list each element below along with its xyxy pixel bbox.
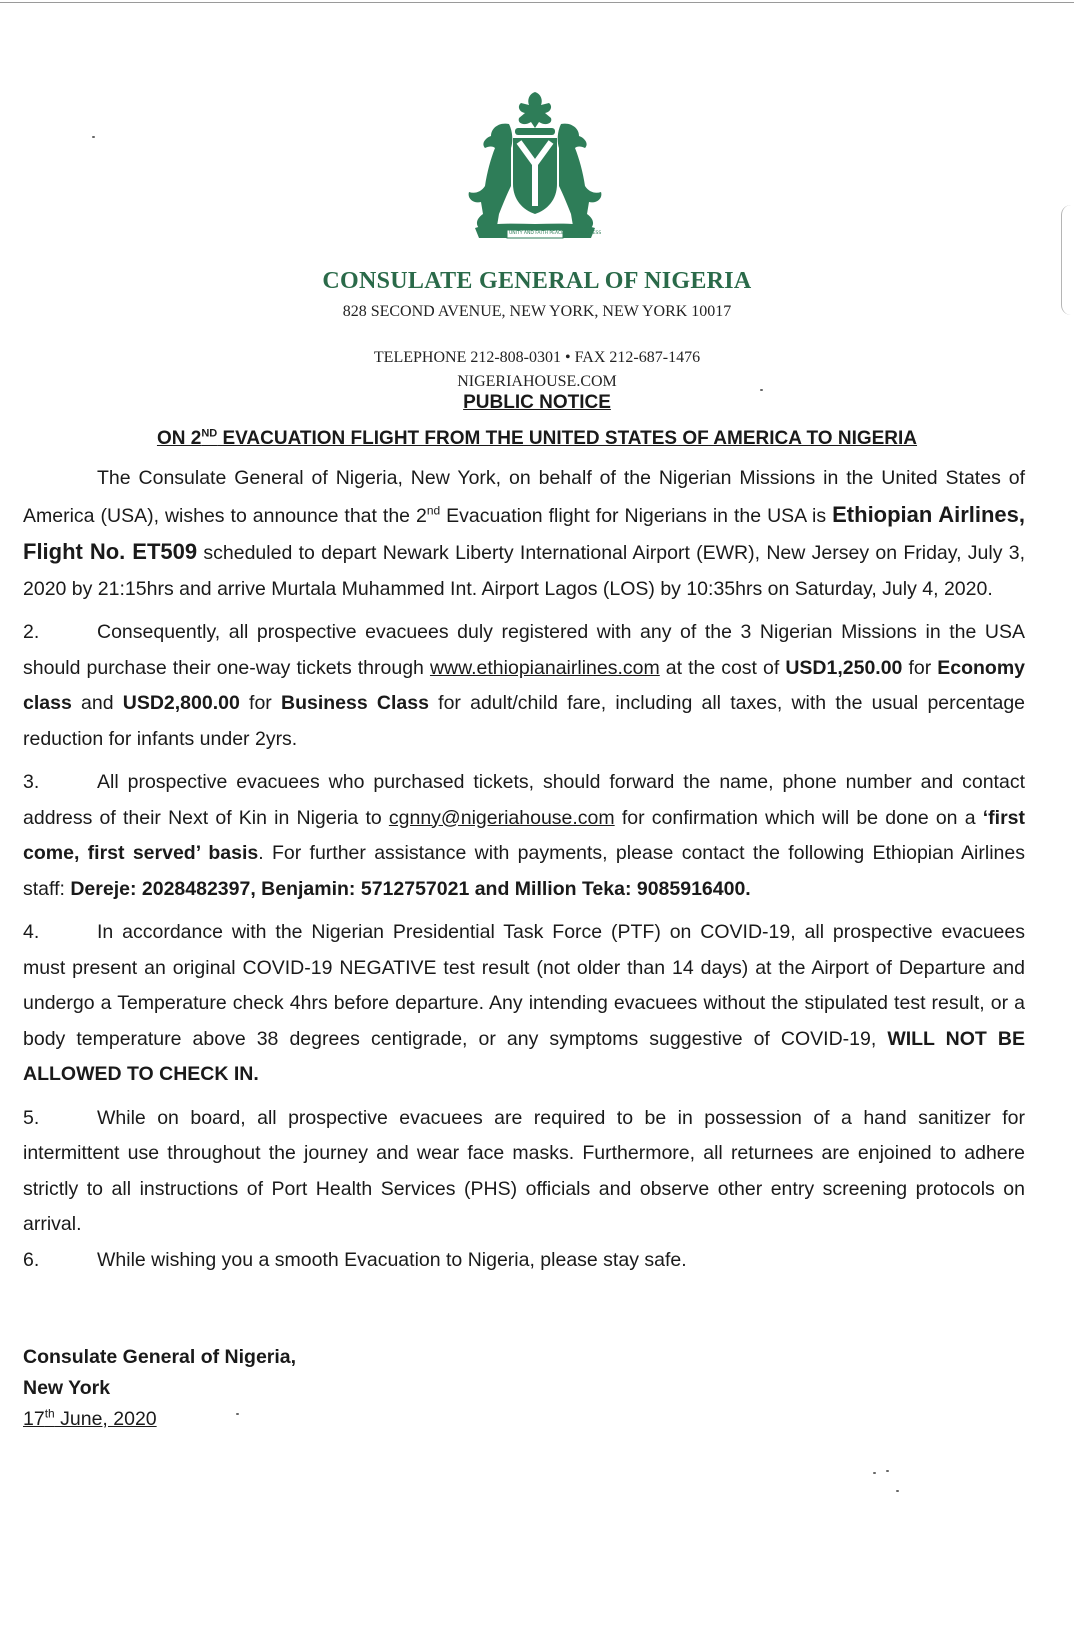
scan-speck	[873, 1472, 876, 1474]
flight-number: Ethiopian Airlines, Flight No. ET509	[23, 501, 1025, 564]
economy-price: USD1,250.00	[785, 656, 903, 679]
p5-number: 5.	[23, 1106, 40, 1129]
p2-text-5: for	[239, 692, 281, 714]
scan-speck	[896, 1490, 899, 1492]
page-top-edge	[0, 2, 1074, 3]
p1-sup: nd	[426, 503, 441, 517]
scan-speck	[92, 136, 95, 138]
check-in-warning: WILL NOT BE ALLOWED TO CHECK IN.	[23, 1027, 1025, 1085]
p2-number: 2.	[23, 621, 40, 643]
ethiopian-airlines-link[interactable]: www.ethiopianairlines.com	[429, 656, 660, 679]
p6-number: 6.	[23, 1248, 40, 1271]
p2-text-4: and	[71, 692, 123, 714]
scan-speck	[236, 1413, 239, 1415]
p3-number: 3.	[23, 771, 40, 793]
consulate-website[interactable]: NIGERIAHOUSE.COM	[457, 373, 617, 390]
p4-number: 4.	[23, 921, 40, 943]
p1-text-1: The Consulate General of Nigeria, New York, on behalf of the Nigerian Missions in the United States of America (USA), wishes to announce that the 2	[23, 467, 1025, 527]
crest-motto: UNITY AND FAITH PEACE AND PROGRESS	[509, 231, 602, 236]
crest-right-horse	[558, 124, 602, 228]
p3-text-3: . For further assistance with payments, please contact the following Ethiopian Airlines staff:	[23, 842, 1025, 900]
scan-speck	[886, 1470, 889, 1472]
p4-text-1: In accordance with the Nigerian Presidential Task Force (PTF) on COVID-19, all prospective evacuees must present an original COVID-19 NEGATIVE test result (not older than 14 days) at the Airport of Departure and undergo a Temperature check 4hrs before departure. Any intending evacuees without the stipulated test result, or a body temperature above 38 degrees centigrade, or any symptoms suggestive of COVID-19,	[23, 921, 1025, 1050]
notice-subtitle	[0, 428, 1074, 450]
p2-text-2: at the cost of	[659, 656, 786, 679]
p3-text-2: for confirmation which will be done on a	[614, 806, 983, 829]
p6-text-1: While wishing you a smooth Evacuation to Nigeria, please stay safe.	[97, 1248, 687, 1271]
signature-line-2: New York	[23, 1377, 111, 1399]
p3-text-1: All prospective evacuees who purchased tickets, should forward the name, phone number and contact address of their Next of Kin in Nigeria to	[23, 771, 1025, 829]
signature-line-1: Consulate General of Nigeria,	[23, 1346, 297, 1368]
p1-text-3: scheduled to depart Newark Liberty International Airport (EWR), New Jersey on Friday, July 3, 2020 by 21:15hrs and arrive Murtala Muhammed Int. Airport Lagos (LOS) by 10:35hrs on Saturday, July 4, 2020.	[23, 542, 1025, 600]
p5-text-1: While on board, all prospective evacuees are required to be in possession of a hand sanitizer for intermittent use throughout the journey and wear face masks. Furthermore, all returnees are enjoined to adhere strictly to all instructions of Port Health Services (PHS) officials and observe other entry screening protocols on arrival.	[23, 1106, 1025, 1235]
nigeria-coat-of-arms-icon	[455, 88, 615, 248]
paragraph-4	[23, 915, 1025, 1093]
date-day: 17	[23, 1408, 45, 1430]
crest-eagle	[519, 92, 552, 128]
signature-block	[23, 1342, 296, 1435]
consulate-address: 828 SECOND AVENUE, NEW YORK, NEW YORK 10017	[342, 303, 732, 320]
consulate-title: CONSULATE GENERAL OF NIGERIA	[322, 268, 752, 294]
notice-body	[23, 461, 1025, 1278]
airline-staff-contacts: Dereje: 2028482397, Benjamin: 5712757021 and Million Teka: 9085916400.	[70, 877, 751, 900]
consulate-email-link[interactable]: cgnny@nigeriahouse.com	[388, 806, 615, 829]
p1-text-2: Evacuation flight for Nigerians in the USA is	[440, 504, 833, 527]
paragraph-2	[23, 615, 1025, 757]
crest-left-horse	[469, 124, 513, 228]
p2-text-6: for adult/child fare, including all taxes, with the usual percentage reduction for infants under 2yrs.	[23, 692, 1026, 750]
signature-date	[23, 1404, 296, 1435]
paragraph-6	[23, 1243, 1025, 1279]
paragraph-5	[23, 1101, 1025, 1243]
date-sup: th	[44, 1406, 55, 1421]
business-class: Business Class	[281, 692, 429, 714]
economy-class: Economy class	[23, 656, 1026, 714]
paragraph-3	[23, 765, 1025, 907]
p2-text-3: for	[902, 656, 938, 679]
crest-wreath	[515, 128, 555, 135]
p2-text-1: Consequently, all prospective evacuees duly registered with any of the 3 Nigerian Missions in the USA should purchase their one-way tickets through	[23, 621, 1025, 679]
notice-title: PUBLIC NOTICE	[463, 392, 611, 413]
subtitle-pre: ON 2	[156, 428, 202, 449]
paragraph-1	[23, 461, 1025, 607]
scan-speck	[760, 389, 763, 391]
date-rest: June, 2020	[54, 1408, 157, 1430]
consulate-telephone: TELEPHONE 212-808-0301 • FAX 212-687-1476	[373, 349, 701, 366]
subtitle-post: EVACUATION FLIGHT FROM THE UNITED STATES OF AMERICA TO NIGERIA	[217, 428, 918, 449]
subtitle-sup: ND	[201, 427, 218, 440]
business-price: USD2,800.00	[122, 692, 240, 714]
page-edge-curl	[1061, 205, 1072, 315]
first-come-basis: ‘first come, first served’ basis	[23, 806, 1025, 864]
